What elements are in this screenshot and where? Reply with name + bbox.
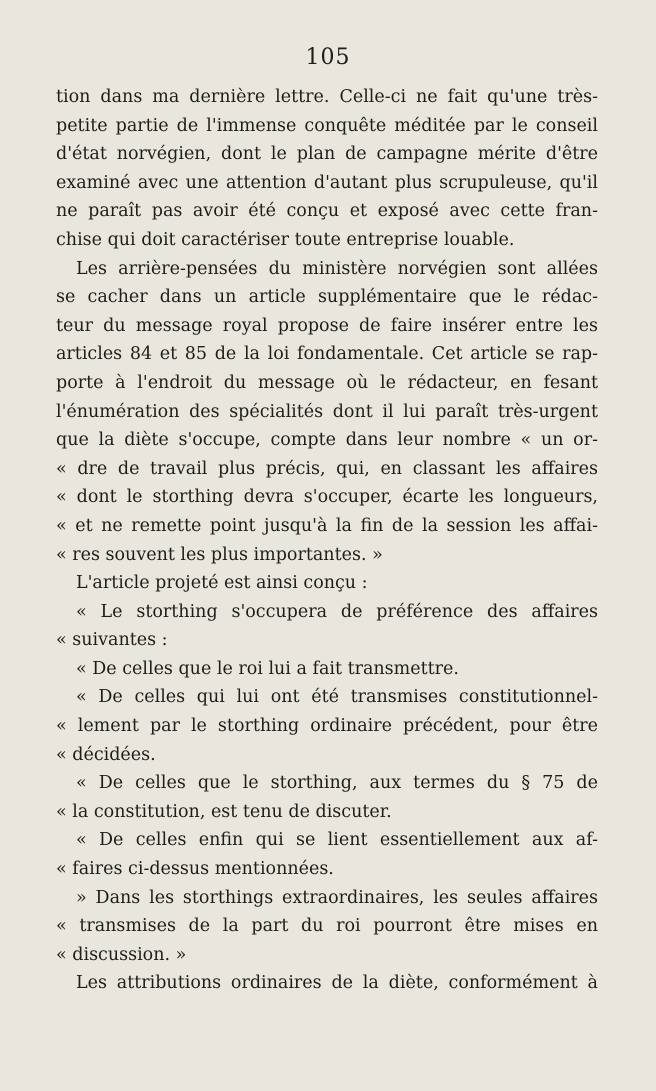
- text-line: « suivantes :: [56, 630, 168, 651]
- text-line: l'énumération des spécialités dont il lui paraît très-urgent: [56, 401, 598, 422]
- text-line: examiné avec une attention d'autant plus scrupuleuse, qu'il: [56, 172, 598, 193]
- text-line: L'article projeté est ainsi conçu :: [76, 573, 368, 594]
- text-line: que la diète s'occupe, compte dans leur nombre « un or-: [56, 430, 598, 451]
- text-line: porte à l'endroit du message où le rédacteur, en fesant: [56, 372, 598, 393]
- text-line: ne paraît pas avoir été conçu et exposé avec cette fran-: [56, 201, 598, 222]
- text-line: « res souvent les plus importantes. »: [56, 544, 383, 565]
- text-line: d'état norvégien, dont le plan de campagne mérite d'être: [56, 144, 598, 165]
- text-line: Les arrière-pensées du ministère norvégien sont allées: [76, 258, 598, 279]
- text-line: « De celles enfin qui se lient essentiellement aux af-: [76, 830, 598, 851]
- text-line: se cacher dans un article supplémentaire que le rédac-: [56, 287, 598, 308]
- text-line: Les attributions ordinaires de la diète, conformément à: [76, 973, 598, 994]
- text-line: chise qui doit caractériser toute entreprise louable.: [56, 229, 515, 250]
- text-line: « De celles que le storthing, aux termes du § 75 de: [76, 773, 598, 794]
- text-line: « décidées.: [56, 744, 156, 765]
- text-line: « De celles qui lui ont été transmises constitutionnel-: [76, 687, 598, 708]
- text-line: « De celles que le roi lui a fait transmettre.: [76, 658, 459, 679]
- text-line: teur du message royal propose de faire insérer entre les: [56, 315, 598, 336]
- text-line: « lement par le storthing ordinaire précédent, pour être: [56, 716, 598, 737]
- text-line: « discussion. »: [56, 944, 187, 965]
- page-number: 105: [305, 45, 351, 70]
- text-line: « transmises de la part du roi pourront être mises en: [56, 916, 598, 937]
- text-line: « Le storthing s'occupera de préférence des affaires: [76, 601, 598, 622]
- text-line: « dre de travail plus précis, qui, en classant les affaires: [56, 458, 598, 479]
- text-line: » Dans les storthings extraordinaires, les seules affaires: [76, 887, 598, 908]
- text-line: « faires ci-dessus mentionnées.: [56, 859, 334, 880]
- text-line: petite partie de l'immense conquête méditée par le conseil: [56, 115, 598, 136]
- text-line: « la constitution, est tenu de discuter.: [56, 801, 392, 822]
- text-line: articles 84 et 85 de la loi fondamentale. Cet article se rap-: [56, 344, 598, 365]
- text-line: « dont le storthing devra s'occuper, écarte les longueurs,: [56, 487, 598, 508]
- text-line: tion dans ma dernière lettre. Celle-ci ne fait qu'une très-: [56, 87, 598, 107]
- text-line: « et ne remette point jusqu'à la fin de la session les affai-: [56, 515, 598, 536]
- body-text: [56, 83, 598, 998]
